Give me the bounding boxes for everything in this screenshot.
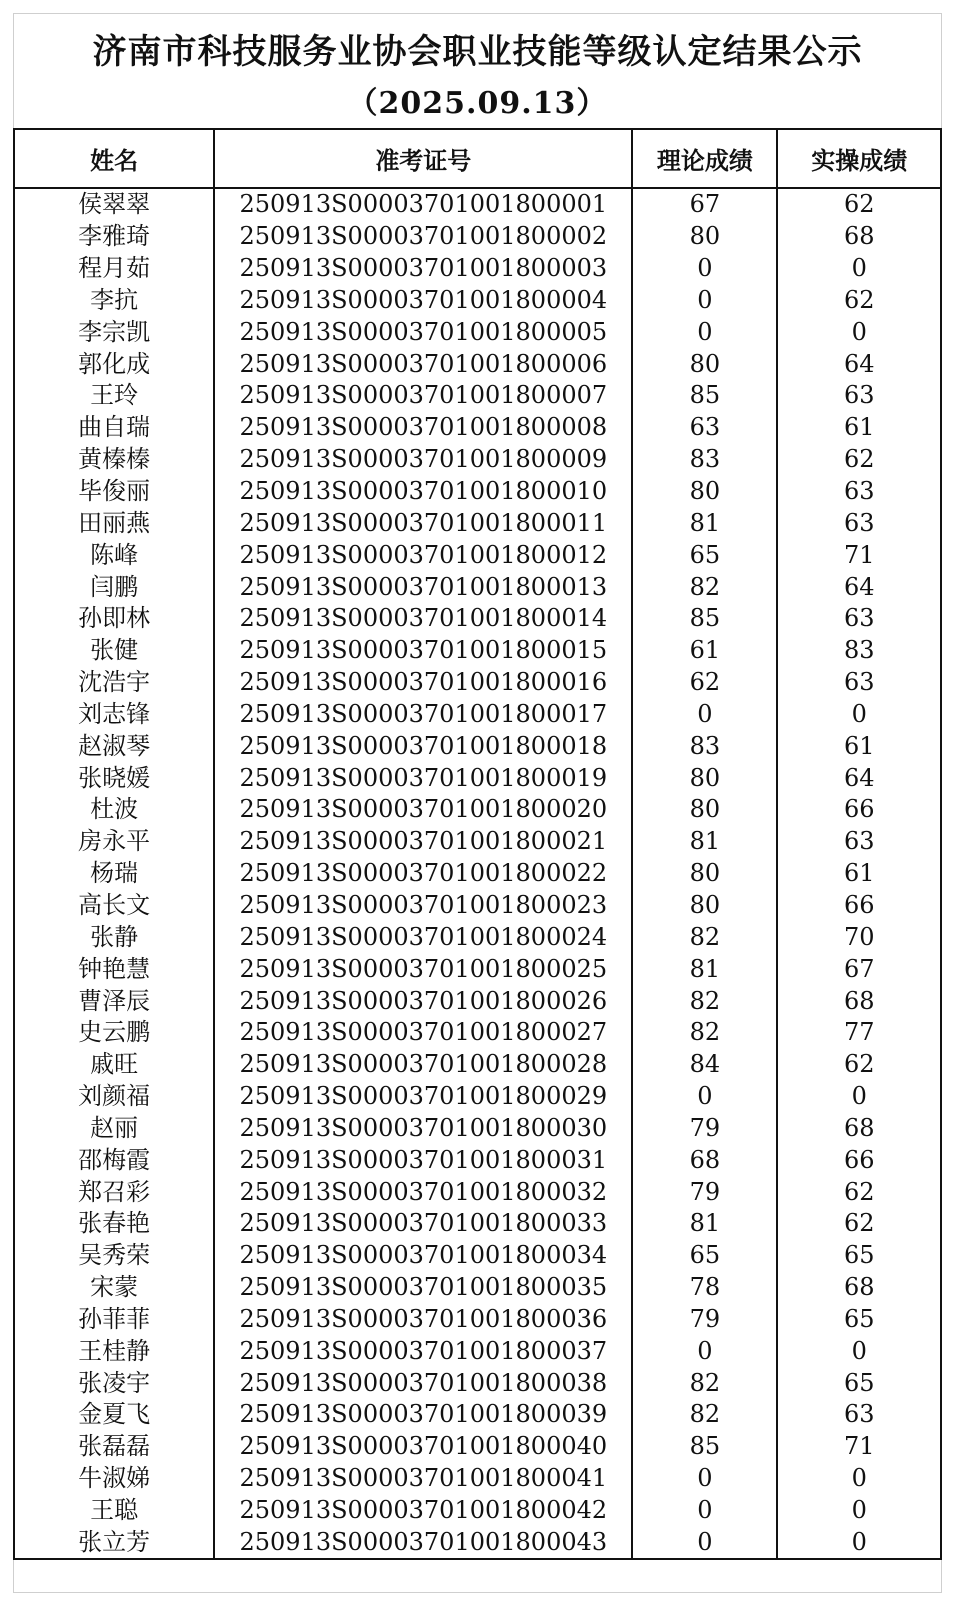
cell-name: 李雅琦 [14,221,214,253]
table-row [14,1272,941,1304]
cell-theory-score: 80 [632,476,777,508]
cell-practice-score: 63 [777,667,941,699]
cell-practice-score: 62 [777,1208,941,1240]
cell-exam-id: 250913S00003701001800016 [214,667,632,699]
table-row [14,826,941,858]
cell-theory-score: 82 [632,985,777,1017]
cell-exam-id: 250913S00003701001800020 [214,794,632,826]
cell-name: 孙即林 [14,603,214,635]
table-row [14,890,941,922]
table-row [14,571,941,603]
cell-name: 赵淑琴 [14,730,214,762]
table-row [14,953,941,985]
table-row [14,762,941,794]
cell-theory-score: 78 [632,1272,777,1304]
cell-exam-id: 250913S00003701001800008 [214,412,632,444]
cell-name: 钟艳慧 [14,953,214,985]
cell-name: 杜波 [14,794,214,826]
cell-name: 陈峰 [14,539,214,571]
cell-theory-score: 67 [632,188,777,221]
cell-practice-score: 68 [777,1272,941,1304]
cell-exam-id: 250913S00003701001800023 [214,890,632,922]
table-row [14,1526,941,1559]
cell-practice-score: 63 [777,380,941,412]
cell-theory-score: 0 [632,1081,777,1113]
cell-practice-score: 62 [777,1049,941,1081]
cell-theory-score: 0 [632,1495,777,1527]
cell-name: 闫鹏 [14,571,214,603]
table-row [14,1399,941,1431]
cell-exam-id: 250913S00003701001800001 [214,188,632,221]
cell-exam-id: 250913S00003701001800042 [214,1495,632,1527]
cell-exam-id: 250913S00003701001800030 [214,1112,632,1144]
cell-practice-score: 0 [777,699,941,731]
table-row [14,476,941,508]
cell-exam-id: 250913S00003701001800037 [214,1335,632,1367]
cell-exam-id: 250913S00003701001800029 [214,1081,632,1113]
table-row [14,412,941,444]
cell-practice-score: 68 [777,221,941,253]
table-row [14,635,941,667]
cell-practice-score: 62 [777,285,941,317]
header-row [14,129,941,188]
table-row [14,603,941,635]
table-row [14,1495,941,1527]
cell-practice-score: 0 [777,316,941,348]
table-row [14,539,941,571]
cell-theory-score: 81 [632,1208,777,1240]
cell-practice-score: 0 [777,253,941,285]
table-row [14,1463,941,1495]
cell-theory-score: 63 [632,412,777,444]
cell-name: 杨瑞 [14,858,214,890]
cell-name: 赵丽 [14,1112,214,1144]
cell-exam-id: 250913S00003701001800024 [214,921,632,953]
cell-theory-score: 80 [632,858,777,890]
cell-exam-id: 250913S00003701001800005 [214,316,632,348]
cell-exam-id: 250913S00003701001800018 [214,730,632,762]
cell-exam-id: 250913S00003701001800013 [214,571,632,603]
cell-theory-score: 0 [632,285,777,317]
cell-theory-score: 85 [632,1431,777,1463]
cell-exam-id: 250913S00003701001800004 [214,285,632,317]
table-row [14,985,941,1017]
cell-practice-score: 0 [777,1335,941,1367]
cell-exam-id: 250913S00003701001800002 [214,221,632,253]
table-row [14,667,941,699]
cell-practice-score: 64 [777,348,941,380]
cell-theory-score: 80 [632,762,777,794]
cell-exam-id: 250913S00003701001800022 [214,858,632,890]
cell-theory-score: 65 [632,539,777,571]
cell-name: 毕俊丽 [14,476,214,508]
cell-name: 牛淑娣 [14,1463,214,1495]
cell-exam-id: 250913S00003701001800032 [214,1176,632,1208]
table-row [14,858,941,890]
cell-theory-score: 82 [632,921,777,953]
cell-practice-score: 0 [777,1081,941,1113]
cell-name: 王桂静 [14,1335,214,1367]
cell-theory-score: 83 [632,730,777,762]
header-theory-score: 理论成绩 [632,129,777,188]
cell-exam-id: 250913S00003701001800026 [214,985,632,1017]
cell-name: 沈浩宇 [14,667,214,699]
table-header [14,129,941,188]
cell-exam-id: 250913S00003701001800041 [214,1463,632,1495]
cell-exam-id: 250913S00003701001800039 [214,1399,632,1431]
cell-theory-score: 61 [632,635,777,667]
cell-practice-score: 62 [777,1176,941,1208]
table-row [14,253,941,285]
cell-name: 吴秀荣 [14,1240,214,1272]
table-row [14,1176,941,1208]
cell-practice-score: 71 [777,539,941,571]
table-row [14,348,941,380]
cell-exam-id: 250913S00003701001800038 [214,1367,632,1399]
cell-name: 程月茹 [14,253,214,285]
cell-theory-score: 85 [632,380,777,412]
cell-theory-score: 79 [632,1112,777,1144]
table-row [14,921,941,953]
cell-name: 张凌宇 [14,1367,214,1399]
cell-theory-score: 81 [632,826,777,858]
cell-practice-score: 65 [777,1304,941,1336]
table-row [14,1304,941,1336]
cell-name: 金夏飞 [14,1399,214,1431]
cell-practice-score: 0 [777,1495,941,1527]
table-body [14,188,941,1559]
table-row [14,699,941,731]
cell-name: 曲自瑞 [14,412,214,444]
cell-practice-score: 63 [777,476,941,508]
cell-name: 曹泽辰 [14,985,214,1017]
table-row [14,316,941,348]
cell-name: 李宗凯 [14,316,214,348]
table-row [14,188,941,221]
cell-exam-id: 250913S00003701001800025 [214,953,632,985]
cell-theory-score: 62 [632,667,777,699]
results-table [13,128,942,1560]
cell-name: 李抗 [14,285,214,317]
cell-practice-score: 77 [777,1017,941,1049]
cell-theory-score: 0 [632,1335,777,1367]
cell-practice-score: 62 [777,188,941,221]
cell-name: 刘颜福 [14,1081,214,1113]
cell-practice-score: 66 [777,890,941,922]
table-row [14,1144,941,1176]
cell-practice-score: 67 [777,953,941,985]
cell-exam-id: 250913S00003701001800009 [214,444,632,476]
cell-theory-score: 83 [632,444,777,476]
cell-name: 张健 [14,635,214,667]
cell-exam-id: 250913S00003701001800015 [214,635,632,667]
cell-practice-score: 61 [777,730,941,762]
cell-theory-score: 0 [632,316,777,348]
cell-theory-score: 0 [632,699,777,731]
cell-exam-id: 250913S00003701001800033 [214,1208,632,1240]
cell-practice-score: 63 [777,507,941,539]
table-row [14,1017,941,1049]
table-row [14,1208,941,1240]
cell-name: 刘志锋 [14,699,214,731]
table-row [14,730,941,762]
cell-name: 黄榛榛 [14,444,214,476]
cell-practice-score: 61 [777,412,941,444]
cell-name: 史云鹏 [14,1017,214,1049]
cell-practice-score: 63 [777,1399,941,1431]
cell-theory-score: 80 [632,221,777,253]
table-row [14,1367,941,1399]
cell-name: 张晓媛 [14,762,214,794]
cell-exam-id: 250913S00003701001800027 [214,1017,632,1049]
cell-exam-id: 250913S00003701001800019 [214,762,632,794]
table-row [14,221,941,253]
cell-theory-score: 80 [632,794,777,826]
cell-exam-id: 250913S00003701001800035 [214,1272,632,1304]
cell-name: 张立芳 [14,1526,214,1559]
cell-exam-id: 250913S00003701001800034 [214,1240,632,1272]
cell-exam-id: 250913S00003701001800003 [214,253,632,285]
table-row [14,380,941,412]
cell-exam-id: 250913S00003701001800007 [214,380,632,412]
cell-exam-id: 250913S00003701001800028 [214,1049,632,1081]
cell-theory-score: 85 [632,603,777,635]
table-row [14,285,941,317]
cell-theory-score: 84 [632,1049,777,1081]
cell-name: 张春艳 [14,1208,214,1240]
cell-exam-id: 250913S00003701001800012 [214,539,632,571]
cell-theory-score: 82 [632,1367,777,1399]
cell-theory-score: 82 [632,571,777,603]
table-row [14,1049,941,1081]
cell-exam-id: 250913S00003701001800014 [214,603,632,635]
cell-name: 宋蒙 [14,1272,214,1304]
cell-theory-score: 68 [632,1144,777,1176]
cell-exam-id: 250913S00003701001800043 [214,1526,632,1559]
cell-theory-score: 0 [632,1526,777,1559]
table-row [14,1081,941,1113]
cell-practice-score: 70 [777,921,941,953]
cell-theory-score: 81 [632,953,777,985]
cell-theory-score: 65 [632,1240,777,1272]
cell-exam-id: 250913S00003701001800031 [214,1144,632,1176]
cell-practice-score: 0 [777,1526,941,1559]
cell-practice-score: 68 [777,985,941,1017]
cell-name: 房永平 [14,826,214,858]
cell-practice-score: 66 [777,794,941,826]
cell-name: 郑召彩 [14,1176,214,1208]
table-row [14,1335,941,1367]
title-block [13,14,942,128]
cell-practice-score: 64 [777,762,941,794]
cell-practice-score: 64 [777,571,941,603]
header-name: 姓名 [14,129,214,188]
cell-theory-score: 79 [632,1304,777,1336]
cell-exam-id: 250913S00003701001800011 [214,507,632,539]
cell-name: 侯翠翠 [14,188,214,221]
page-title: 济南市科技服务业协会职业技能等级认定结果公示 [92,32,863,72]
cell-name: 张磊磊 [14,1431,214,1463]
cell-name: 郭化成 [14,348,214,380]
cell-theory-score: 82 [632,1017,777,1049]
cell-practice-score: 62 [777,444,941,476]
cell-theory-score: 79 [632,1176,777,1208]
cell-practice-score: 68 [777,1112,941,1144]
cell-practice-score: 0 [777,1463,941,1495]
cell-exam-id: 250913S00003701001800010 [214,476,632,508]
cell-practice-score: 63 [777,826,941,858]
cell-practice-score: 83 [777,635,941,667]
cell-exam-id: 250913S00003701001800006 [214,348,632,380]
cell-name: 戚旺 [14,1049,214,1081]
cell-theory-score: 0 [632,1463,777,1495]
cell-name: 王玲 [14,380,214,412]
table-row [14,1240,941,1272]
cell-exam-id: 250913S00003701001800021 [214,826,632,858]
cell-practice-score: 65 [777,1367,941,1399]
cell-name: 田丽燕 [14,507,214,539]
cell-practice-score: 65 [777,1240,941,1272]
cell-name: 王聪 [14,1495,214,1527]
cell-name: 高长文 [14,890,214,922]
table-row [14,507,941,539]
cell-practice-score: 71 [777,1431,941,1463]
table-row [14,794,941,826]
cell-practice-score: 61 [777,858,941,890]
cell-theory-score: 81 [632,507,777,539]
cell-exam-id: 250913S00003701001800036 [214,1304,632,1336]
cell-name: 张静 [14,921,214,953]
cell-name: 孙菲菲 [14,1304,214,1336]
page-subtitle-date: （2025.09.13） [347,86,608,121]
cell-practice-score: 66 [777,1144,941,1176]
cell-practice-score: 63 [777,603,941,635]
cell-name: 邵梅霞 [14,1144,214,1176]
header-practice-score: 实操成绩 [777,129,941,188]
cell-exam-id: 250913S00003701001800040 [214,1431,632,1463]
cell-theory-score: 80 [632,348,777,380]
cell-exam-id: 250913S00003701001800017 [214,699,632,731]
table-row [14,444,941,476]
table-row [14,1112,941,1144]
cell-theory-score: 82 [632,1399,777,1431]
table-row [14,1431,941,1463]
cell-theory-score: 0 [632,253,777,285]
cell-theory-score: 80 [632,890,777,922]
header-exam-id: 准考证号 [214,129,632,188]
